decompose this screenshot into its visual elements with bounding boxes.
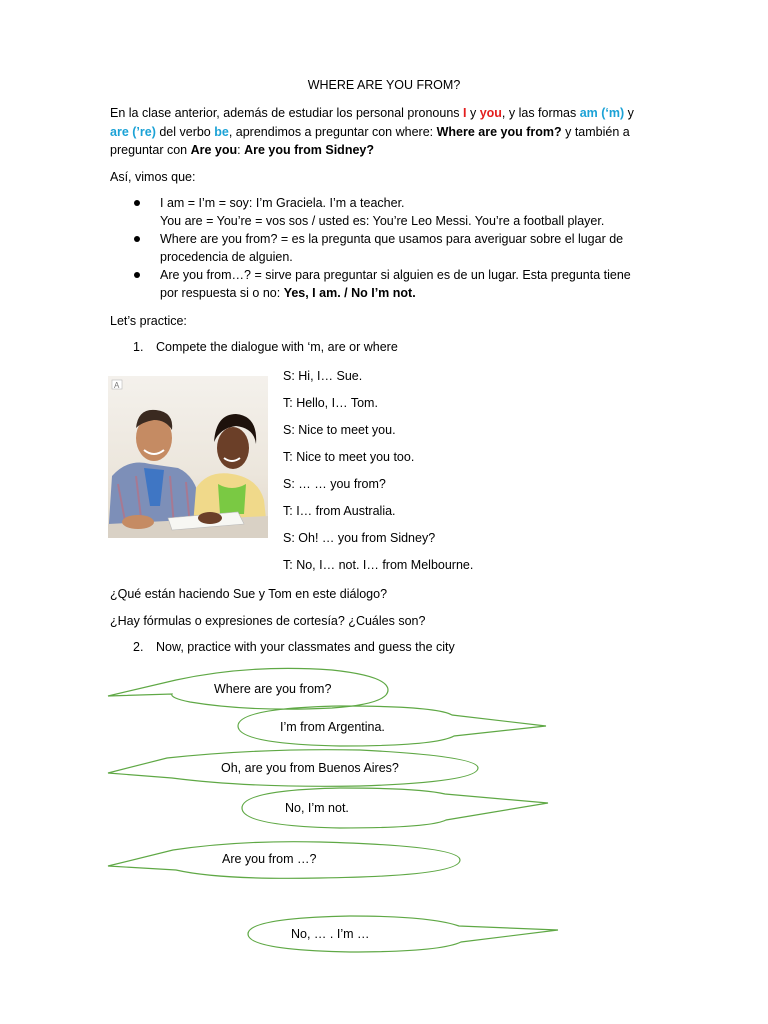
bubble-text: I’m from Argentina. [280, 720, 385, 734]
list-item: Are you from…? = sirve para preguntar si alguien es de un lugar. Esta pregunta tiene por respuesta si o no: Yes, I am. / No I’m not. [110, 266, 655, 302]
photo-label: A [114, 381, 120, 390]
task-1: 1. Compete the dialogue with ‘m, are or where [133, 340, 398, 354]
bubble-text: Where are you from? [214, 682, 332, 696]
dialogue-line: T: No, I… not. I… from Melbourne. [283, 558, 474, 572]
question-2: ¿Hay fórmulas o expresiones de cortesía? ¿Cuáles son? [110, 614, 426, 628]
dialogue-line: S: Nice to meet you. [283, 423, 396, 437]
dialogue-line: S: Hi, I… Sue. [283, 369, 363, 383]
dialogue-line: S: Oh! … you from Sidney? [283, 531, 436, 545]
practice-heading: Let’s practice: [110, 314, 187, 328]
bubble-text: Are you from …? [222, 852, 317, 866]
intro-paragraph: En la clase anterior, además de estudiar los personal pronouns I y you, y las formas am (‘m) y are (’re) del verbo be, aprendimos a preguntar con where: Where are you from? y también a preguntar con Are you: Are you from Sidney? [110, 106, 634, 157]
bubble-text: No, I’m not. [285, 801, 349, 815]
page-title: WHERE ARE YOU FROM? [307, 78, 461, 92]
list-item: Where are you from? = es la pregunta que usamos para averiguar sobre el lugar de procedencia de alguien. [110, 230, 655, 266]
form-am: am (‘m) [579, 106, 625, 120]
form-are: are (’re) [110, 124, 156, 139]
list-item: I am = I’m = soy: I’m Graciela. I’m a teacher. You are = You’re = vos sos / usted es: You’re Leo Messi. You’re a football player. [110, 194, 655, 230]
question-1: ¿Qué están haciendo Sue y Tom en este diálogo? [110, 587, 388, 601]
task-2: 2. Now, practice with your classmates and guess the city [133, 640, 455, 654]
bubble-text: Oh, are you from Buenos Aires? [221, 761, 399, 775]
pronoun-you: you [479, 106, 502, 120]
dialogue-line: T: I… from Australia. [283, 504, 396, 518]
dialogue-line: T: Nice to meet you too. [283, 450, 415, 464]
dialogue-line: T: Hello, I… Tom. [283, 396, 378, 410]
asi-line: Así, vimos que: [110, 170, 196, 184]
dialogue-line: S: … … you from? [283, 477, 386, 491]
pronoun-i: I [463, 106, 467, 120]
verb-be: be [214, 124, 229, 139]
bubble-text: No, … . I’m … [291, 927, 370, 941]
